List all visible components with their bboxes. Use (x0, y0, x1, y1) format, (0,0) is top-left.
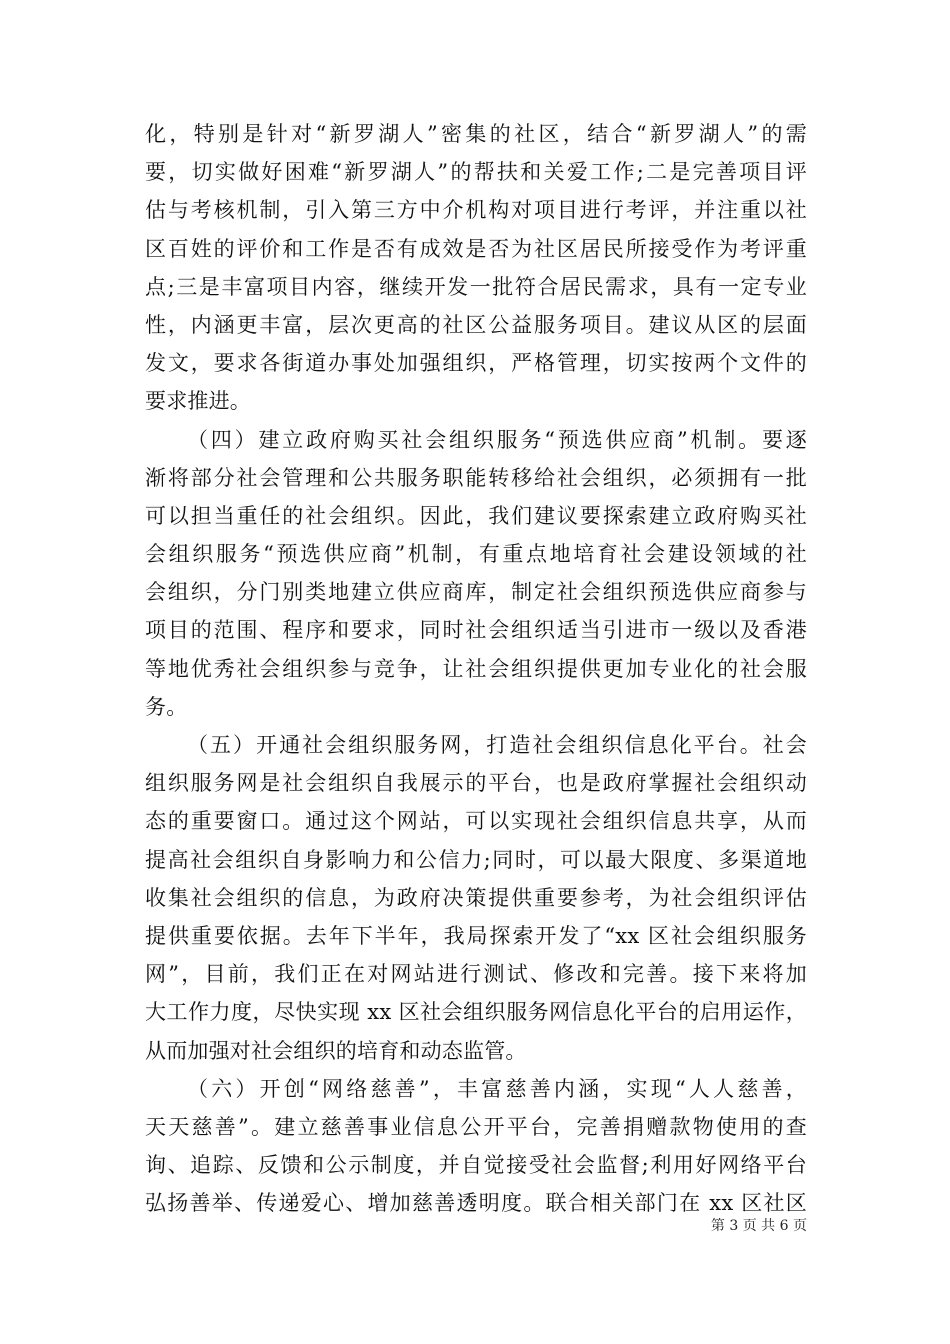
text-line: 区百姓的评价和工作是否有成效是否为社区居民所接受作为考评重 (145, 236, 807, 261)
text-line: 要，切实做好困难“新罗湖人”的帮扶和关爱工作;二是完善项目评 (145, 160, 807, 185)
text-line: 渐将部分社会管理和公共服务职能转移给社会组织，必须拥有一批 (145, 465, 807, 490)
body-text (145, 115, 807, 1222)
text-line: 大工作力度，尽快实现 xx 区社会组织服务网信息化平台的启用运作， (145, 1000, 807, 1025)
text-line: 等地优秀社会组织参与竞争，让社会组织提供更加专业化的社会服 (145, 656, 807, 681)
text-line: 组织服务网是社会组织自我展示的平台，也是政府掌握社会组织动 (145, 771, 807, 796)
text-line: 询、追踪、反馈和公示制度，并自觉接受社会监督;利用好网络平台 (145, 1153, 807, 1178)
paragraph-heading-line: （五）开通社会组织服务网，打造社会组织信息化平台。社会 (187, 733, 807, 757)
text-line: 发文，要求各街道办事处加强组织，严格管理，切实按两个文件的 (145, 351, 807, 376)
paragraph-last-line: 从而加强对社会组织的培育和动态监管。 (145, 1038, 527, 1063)
text-line: 性，内涵更丰富，层次更高的社区公益服务项目。建议从区的层面 (145, 312, 807, 337)
text-line: 化，特别是针对“新罗湖人”密集的社区，结合“新罗湖人”的需 (145, 122, 807, 146)
text-line: 提高社会组织自身影响力和公信力;同时，可以最大限度、多渠道地 (145, 847, 807, 872)
text-line: 提供重要依据。去年下半年，我局探索开发了“xx 区社会组织服务 (145, 923, 807, 948)
text-line: 收集社会组织的信息，为政府决策提供重要参考，为社会组织评估 (145, 885, 807, 910)
text-line: 项目的范围、程序和要求，同时社会组织适当引进市一级以及香港 (145, 618, 807, 643)
paragraph-last-line: 要求推进。 (145, 389, 251, 414)
text-line: 会组织服务“预选供应商”机制，有重点地培育社会建设领域的社 (145, 542, 807, 567)
text-line: 会组织，分门别类地建立供应商库，制定社会组织预选供应商参与 (145, 580, 807, 605)
text-line: 可以担当重任的社会组织。因此，我们建议要探索建立政府购买社 (145, 503, 807, 528)
text-line: 估与考核机制，引入第三方中介机构对项目进行考评，并注重以社 (145, 198, 807, 223)
page-number: 第 3 页 共 6 页 (710, 1218, 807, 1234)
paragraph-last-line: 务。 (145, 694, 188, 719)
text-line: 态的重要窗口。通过这个网站，可以实现社会组织信息共享，从而 (145, 809, 807, 834)
text-line: 点;三是丰富项目内容，继续开发一批符合居民需求，具有一定专业 (145, 274, 807, 299)
paragraph-heading-line: （四）建立政府购买社会组织服务“预选供应商”机制。要逐 (187, 427, 807, 452)
text-line: 天天慈善”。建立慈善事业信息公开平台，完善捐赠款物使用的查 (145, 1114, 807, 1139)
paragraph-heading-line: （六）开创“网络慈善”，丰富慈善内涵，实现“人人慈善， (187, 1076, 807, 1101)
text-line: 网”，目前，我们正在对网站进行测试、修改和完善。接下来将加 (145, 962, 807, 987)
text-line: 弘扬善举、传递爱心、增加慈善透明度。联合相关部门在 xx 区社区 (145, 1191, 807, 1216)
